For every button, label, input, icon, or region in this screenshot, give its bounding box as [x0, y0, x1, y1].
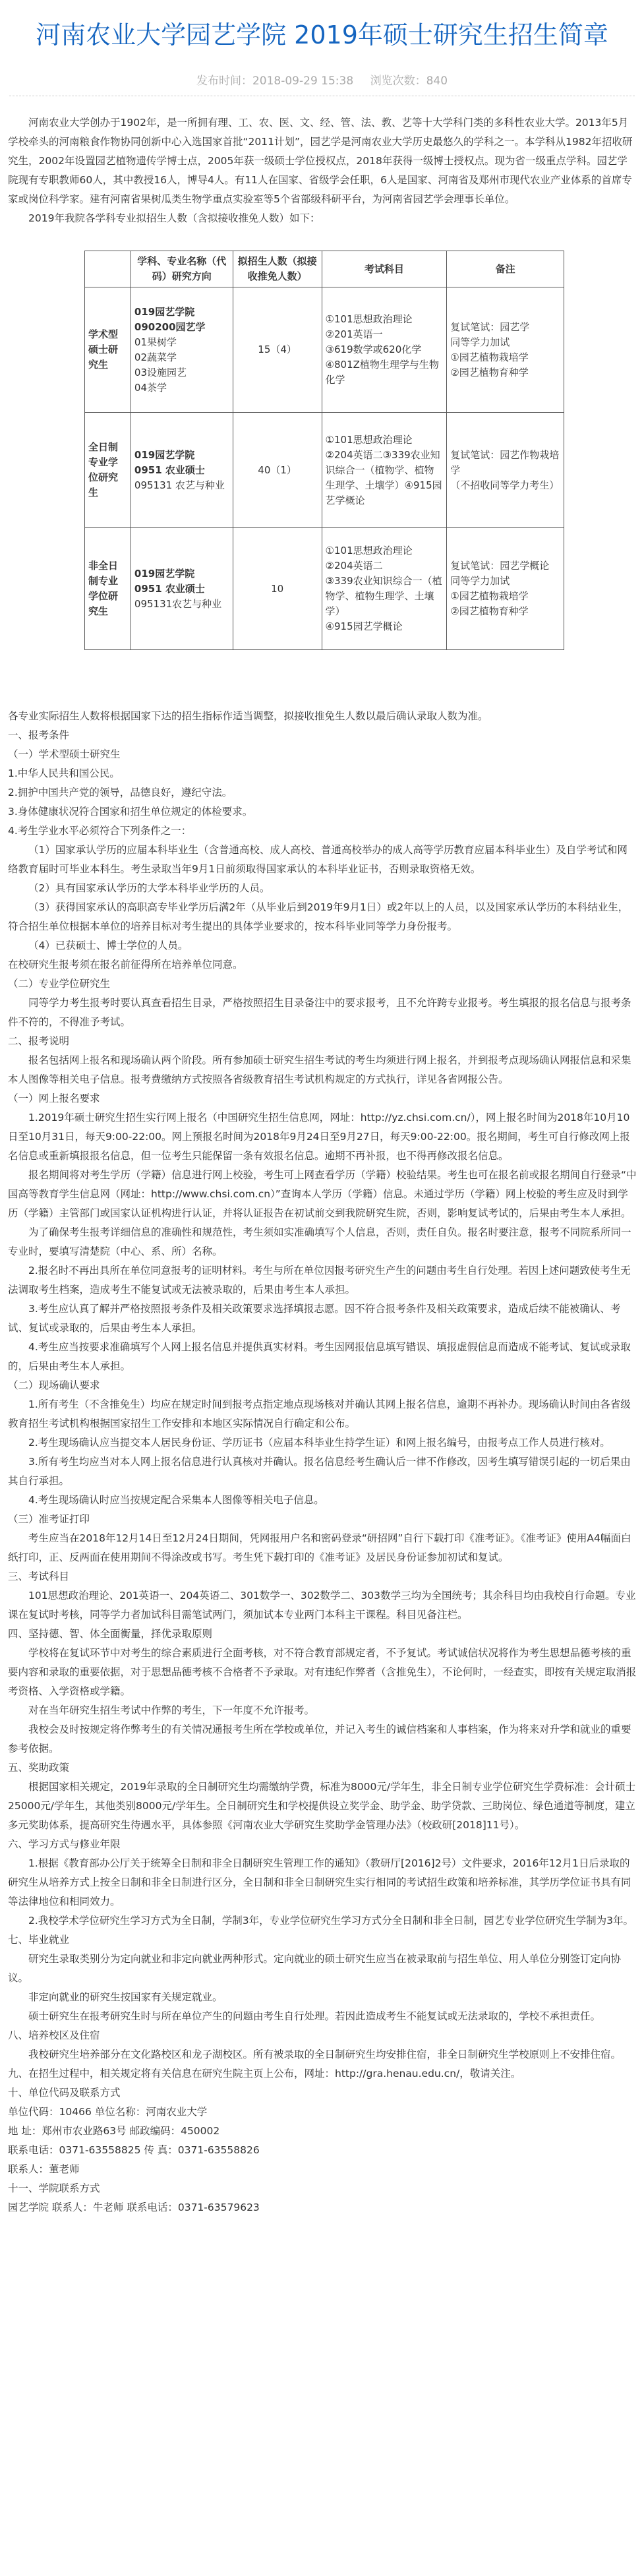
table-row	[85, 413, 564, 528]
body-paragraph: （二）专业学位研究生	[8, 978, 111, 990]
college-contact-heading: 十一、学院联系方式	[8, 2182, 100, 2194]
direction-list: 01果树学 02蔬菜学 03设施园艺 04茶学	[134, 336, 187, 394]
body-paragraph: 3.身体健康状况符合国家和招生单位规定的体检要求。	[8, 806, 253, 818]
body-paragraph: （4）已获硕士、博士学位的人员。	[28, 940, 189, 951]
body-paragraph: 各专业实际招生人数将根据国家下达的招生指标作适当调整，拟接收推免生人数以最后确认录取人数为准。	[8, 710, 488, 722]
subjects-cell: ①101思想政治理论 ②201英语一 ③619数学或620化学 ④801Z植物生理学与生物化学	[322, 287, 447, 413]
body-paragraph: 1.中华人民共和国公民。	[8, 767, 120, 779]
body-paragraph: 2.我校学术学位研究生学习方式为全日制，学制3年，专业学位研究生学习方式分全日制和非全日制，园艺专业学位研究生学制为3年。	[28, 1915, 634, 1927]
body-paragraph: 4.考生应当按要求准确填写个人网上报名信息并提供真实材料。考生因网报信息填写错误、填报虚假信息而造成不能考试、复试或录取的，后果由考生本人承担。	[8, 1341, 631, 1372]
quota-cell: 10	[233, 528, 322, 650]
body-paragraph: 考生应当在2018年12月14日至12月24日期间，凭网报用户名和密码登录“研招网”自行下载打印《准考证》。《准考证》使用A4幅面白纸打印，正、反两面在使用期间不得涂改或书写。考生凭下载打印的《准考证》及居民身份证参加初试和复试。	[8, 1532, 631, 1563]
category-cell: 学术型硕士研究生	[85, 287, 131, 413]
article-meta	[0, 71, 644, 88]
body-paragraph: 报名期间将对考生学历（学籍）信息进行网上校验，考生可上网查看学历（学籍）校验结果。考生也可在报名前或报名期间自行登录“中国高等教育学生信息网（网址：http://www.chsi.com.cn）”查询本人学历（学籍）信息。未通过学历（学籍）网上校验的考生应及时到学历（学籍）主管部门或国家认证机构进行认证，并将认证报告在初试前交到我院研究生院，否则，影响复试考试的，后果由考生本人承担。	[8, 1169, 637, 1219]
table-header: 备注	[447, 251, 564, 287]
school-name: 019园艺学院	[134, 305, 195, 318]
body-paragraph: 三、考试科目	[8, 1571, 70, 1582]
school-name: 019园艺学院	[134, 567, 195, 580]
table-row	[85, 287, 564, 413]
article-body	[8, 707, 637, 2217]
contact-person: 联系人：董老师	[8, 2163, 80, 2175]
body-paragraph: 报名包括网上报名和现场确认两个阶段。所有参加硕士研究生招生考试的考生均须进行网上报名，并到报考点现场确认网报信息和采集本人图像等相关电子信息。报考费缴纳方式按照各省级教育招生考试机构规定的方式执行，详见各省网报公告。	[8, 1054, 631, 1085]
body-paragraph: （3）获得国家承认的高职高专毕业学历后满2年（从毕业后到2019年9月1日）或2年以上的人员，以及国家承认学历的本科结业生，符合招生单位根据本单位的培养目标对考生提出的具体学业要求的，按本科毕业同等学力身份报考。	[8, 901, 629, 932]
major-name: 0951 农业硕士	[134, 464, 205, 476]
table-row	[85, 528, 564, 650]
body-paragraph: 对在当年研究生招生考试中作弊的考生，下一年度不允许报考。	[28, 1704, 315, 1716]
section-list	[8, 707, 637, 2083]
direction-list: 095131农艺与种业	[134, 597, 222, 610]
major-cell	[131, 413, 233, 528]
body-paragraph: 八、培养校区及住宿	[8, 2029, 100, 2041]
body-paragraph: 4.考生学业水平必须符合下列条件之一：	[8, 825, 192, 837]
body-paragraph: （二）现场确认要求	[8, 1379, 100, 1391]
body-paragraph: （2）具有国家承认学历的大学本科毕业学历的人员。	[28, 882, 270, 894]
body-paragraph: 2.考生现场确认应当提交本人居民身份证、学历证书（应届本科毕业生持学生证）和网上报名编号，由报考点工作人员进行核对。	[28, 1437, 610, 1449]
unit-code-line: 单位代码：10466 单位名称：河南农业大学	[8, 2106, 208, 2118]
major-cell	[131, 287, 233, 413]
category-cell: 非全日制专业学位研究生	[85, 528, 131, 650]
body-paragraph: 六、学习方式与修业年限	[8, 1838, 121, 1850]
body-paragraph: 五、奖助政策	[8, 1762, 70, 1774]
body-paragraph: （1）国家承认学历的应届本科毕业生（含普通高校、成人高校、普通高校举办的成人高等学历教育应届本科毕业生）及自学考试和网络教育届时可毕业本科生。考生录取当年9月1日前须取得国家承认的本科毕业证书，否则录取资格无效。	[8, 844, 628, 875]
subjects-cell: ①101思想政治理论 ②204英语二 ③339农业知识综合一（植物学、植物生理学、土壤学） ④915园艺学概论	[322, 528, 447, 650]
body-paragraph: 硕士研究生在报考研究生时与所在单位产生的问题由考生自行处理。若因此造成考生不能复试或无法录取的，学校不承担责任。	[28, 2010, 601, 2022]
notes-cell: 复试笔试：园艺学 同等学力加试 ①园艺植物栽培学 ②园艺植物育种学	[447, 287, 564, 413]
body-paragraph: 学校将在复试环节中对考生的综合素质进行全面考核，对不符合教育部规定者，不予复试。考试诚信状况将作为考生思想品德考核的重要内容和录取的重要依据，对于思想品德考核不合格者不予录取。对有违纪作弊者（含推免生），不论何时，一经查实，即按有关规定取消报考资格、入学资格或学籍。	[8, 1647, 637, 1697]
body-paragraph: 根据国家相关规定，2019年录取的全日制研究生均需缴纳学费，标准为8000元/学年生，非全日制专业学位研究生学费标准：会计硕士25000元/学年生，其他类别8000元/学年生。全日制研究生和学校提供设立奖学金、助学金、助学贷款、三助岗位、绿色通道等制度，建立多元奖助体系，提高研究生待遇水平，具体参照《河南农业大学研究生奖助学金管理办法》（校政研[2018]11号）。	[8, 1781, 636, 1831]
body-paragraph: （一）学术型硕士研究生	[8, 748, 121, 760]
body-paragraph: 研究生录取类别分为定向就业和非定向就业两种形式。定向就业的硕士研究生应当在被录取前与招生单位、用人单位分别签订定向协议。	[8, 1953, 622, 1984]
page-title: 河南农业大学园艺学院 2019年硕士研究生招生简章	[36, 20, 608, 49]
body-paragraph: 101思想政治理论、201英语一、204英语二、301数学一、302数学二、303数学三均为全国统考；其余科目均由我校自行命题。专业课在复试时考核，同等学力者加试科目需笔试两门，须加试本专业两门本科主干课程。科目见备注栏。	[8, 1590, 636, 1621]
quota-cell: 40（1）	[233, 413, 322, 528]
body-paragraph: 我校会及时按规定将作弊考生的有关情况通报考生所在学校或单位，并记入考生的诚信档案和人事档案，作为将来对升学和就业的重要参考依据。	[8, 1723, 631, 1754]
view-count: 浏览次数：840	[370, 75, 448, 88]
notes-cell: 复试笔试：园艺学概论 同等学力加试 ①园艺植物栽培学 ②园艺植物育种学	[447, 528, 564, 650]
body-paragraph: 我校研究生培养部分在文化路校区和龙子湖校区。所有被录取的全日制研究生均安排住宿，非全日制研究生学校原则上不安排住宿。	[28, 2049, 622, 2060]
body-paragraph: 为了确保考生报考详细信息的准确性和规范性，考生须如实准确填写个人信息，否则，责任自负。报名时要注意，报考不同院系所同一专业时，要填写清楚院（中心、系、所）名称。	[8, 1226, 631, 1257]
table-header	[85, 251, 131, 287]
college-contact-line: 园艺学院 联系人：牛老师 联系电话：0371-63579623	[8, 2202, 260, 2213]
body-paragraph: 1.2019年硕士研究生招生实行网上报名（中国研究生招生信息网，网址：http://yz.chsi.com.cn/），网上报名时间为2018年10月10日至10月31日，每天9:00-22:00。网上预报名时间为2018年9月24日至9月27日，每天9:00-22:00。报名期间，考生可自行修改网上报名信息或重新填报报名信息，但一位考生只能保留一条有效报名信息。逾期不再补报，也不得再修改报名信息。	[8, 1112, 630, 1162]
publish-time: 发布时间：2018-09-29 15:38	[196, 75, 354, 88]
body-paragraph: （三）准考证打印	[8, 1513, 90, 1525]
table-header: 考试科目	[322, 251, 447, 287]
notes-cell: 复试笔试：园艺作物栽培学 （不招收同等学力考生）	[447, 413, 564, 528]
subjects-cell: ①101思想政治理论 ②204英语二③339农业知识综合一（植物学、植物生理学、土壤学）④915园艺学概论	[322, 413, 447, 528]
address-line: 地 址：郑州市农业路63号 邮政编码：450002	[8, 2125, 220, 2137]
school-name: 019园艺学院	[134, 448, 195, 461]
intro-text	[8, 113, 637, 228]
major-cell	[131, 528, 233, 650]
body-paragraph: 在校研究生报考须在报名前征得所在培养单位同意。	[8, 959, 243, 971]
admissions-table	[84, 251, 564, 650]
intro-paragraph: 河南农业大学创办于1902年，是一所拥有理、工、农、医、文、经、管、法、教、艺等十大学科门类的多科性农业大学。2013年5月学校牵头的河南粮食作物协同创新中心入选国家首批“2011计划”，园艺学是河南农业大学历史最悠久的学科之一。本学科从1982年招收研究生，2002年设置园艺植物遗传学博士点，2005年获一级硕士学位授权点，2018年获得一级博士授权点。现为省一级重点学科。园艺学院现有专职教师60人，其中教授16人，博导4人。有11人在国家、省级学会任职，6人是国家、河南省及郑州市现代农业产业体系的首席专家或岗位科学家。建有河南省果树瓜类生物学重点实验室等5个省部级科研平台，为河南省园艺学会理事长单位。	[8, 117, 633, 205]
body-paragraph: 二、报考说明	[8, 1035, 70, 1047]
major-name: 090200园艺学	[134, 320, 206, 333]
body-paragraph: 同等学力考生报考时要认真查看招生目录，严格按照招生目录备注中的要求报考，且不允许跨专业报考。考生填报的报名信息与报考条件不符的，不得准予考试。	[8, 997, 631, 1028]
body-paragraph: 1.所有考生（不含推免生）均应在规定时间到报考点指定地点现场核对并确认其网上报名信息，逾期不再补办。现场确认时间由各省级教育招生考试机构根据国家招生工作安排和本地区实际情况自行确定和公布。	[8, 1398, 631, 1429]
body-paragraph: 3.所有考生均应当对本人网上报名信息进行认真核对并确认。报名信息经考生确认后一律不作修改，因考生填写错误引起的一切后果由其自行承担。	[8, 1456, 631, 1487]
body-paragraph: 4.考生现场确认时应当按规定配合采集本人图像等相关电子信息。	[28, 1494, 324, 1506]
body-paragraph: 七、毕业就业	[8, 1934, 70, 1946]
body-paragraph: 2.拥护中国共产党的领导，品德良好，遵纪守法。	[8, 787, 233, 798]
body-paragraph: 九、在招生过程中，相关规定将有关信息在研究生院主页上公布，网址：http://gra.henau.edu.cn/，敬请关注。	[8, 2068, 521, 2080]
body-paragraph: 四、坚持德、智、体全面衡量，择优录取原则	[8, 1628, 213, 1640]
body-paragraph: 2.报名时不再出具所在单位同意报考的证明材料。考生与所在单位因报考研究生产生的问题由考生自行处理。若因上述问题致使考生无法调取考生档案，造成考生不能复试或无法被录取的，后果由考生本人承担。	[8, 1265, 631, 1296]
direction-list: 095131 农艺与种业	[134, 479, 225, 491]
table-header: 拟招生人数（拟接收推免人数）	[233, 251, 322, 287]
body-paragraph: 1.根据《教育部办公厅关于统筹全日制和非全日制研究生管理工作的通知》（教研厅[2016]2号）文件要求，2016年12月1日后录取的研究生从培养方式上按全日制和非全日制进行区分，全日制和非全日制研究生实行相同的考试招生政策和培养标准，其学历学位证书具有同等法律地位和相同效力。	[8, 1857, 631, 1907]
table-header-row	[85, 251, 564, 287]
body-paragraph: 非定向就业的研究生按国家有关规定就业。	[28, 1991, 223, 2003]
major-name: 0951 农业硕士	[134, 582, 205, 595]
intro-paragraph: 2019年我院各学科专业拟招生人数（含拟接收推免人数）如下：	[28, 212, 320, 224]
body-paragraph: 3.考生应认真了解并严格按照报考条件及相关政策要求选择填报志愿。因不符合报考条件及相关政策要求，造成后续不能被确认、考试、复试或录取的，后果由考生本人承担。	[8, 1303, 621, 1334]
phone-line: 联系电话：0371-63558825 传 真：0371-63558826	[8, 2144, 260, 2156]
quota-cell: 15（4）	[233, 287, 322, 413]
body-paragraph: （一）网上报名要求	[8, 1093, 100, 1104]
category-cell: 全日制专业学位研究生	[85, 413, 131, 528]
contact-heading: 十、单位代码及联系方式	[8, 2087, 121, 2099]
body-paragraph: 一、报考条件	[8, 729, 70, 741]
table-header: 学科、专业名称（代码）研究方向	[131, 251, 233, 287]
